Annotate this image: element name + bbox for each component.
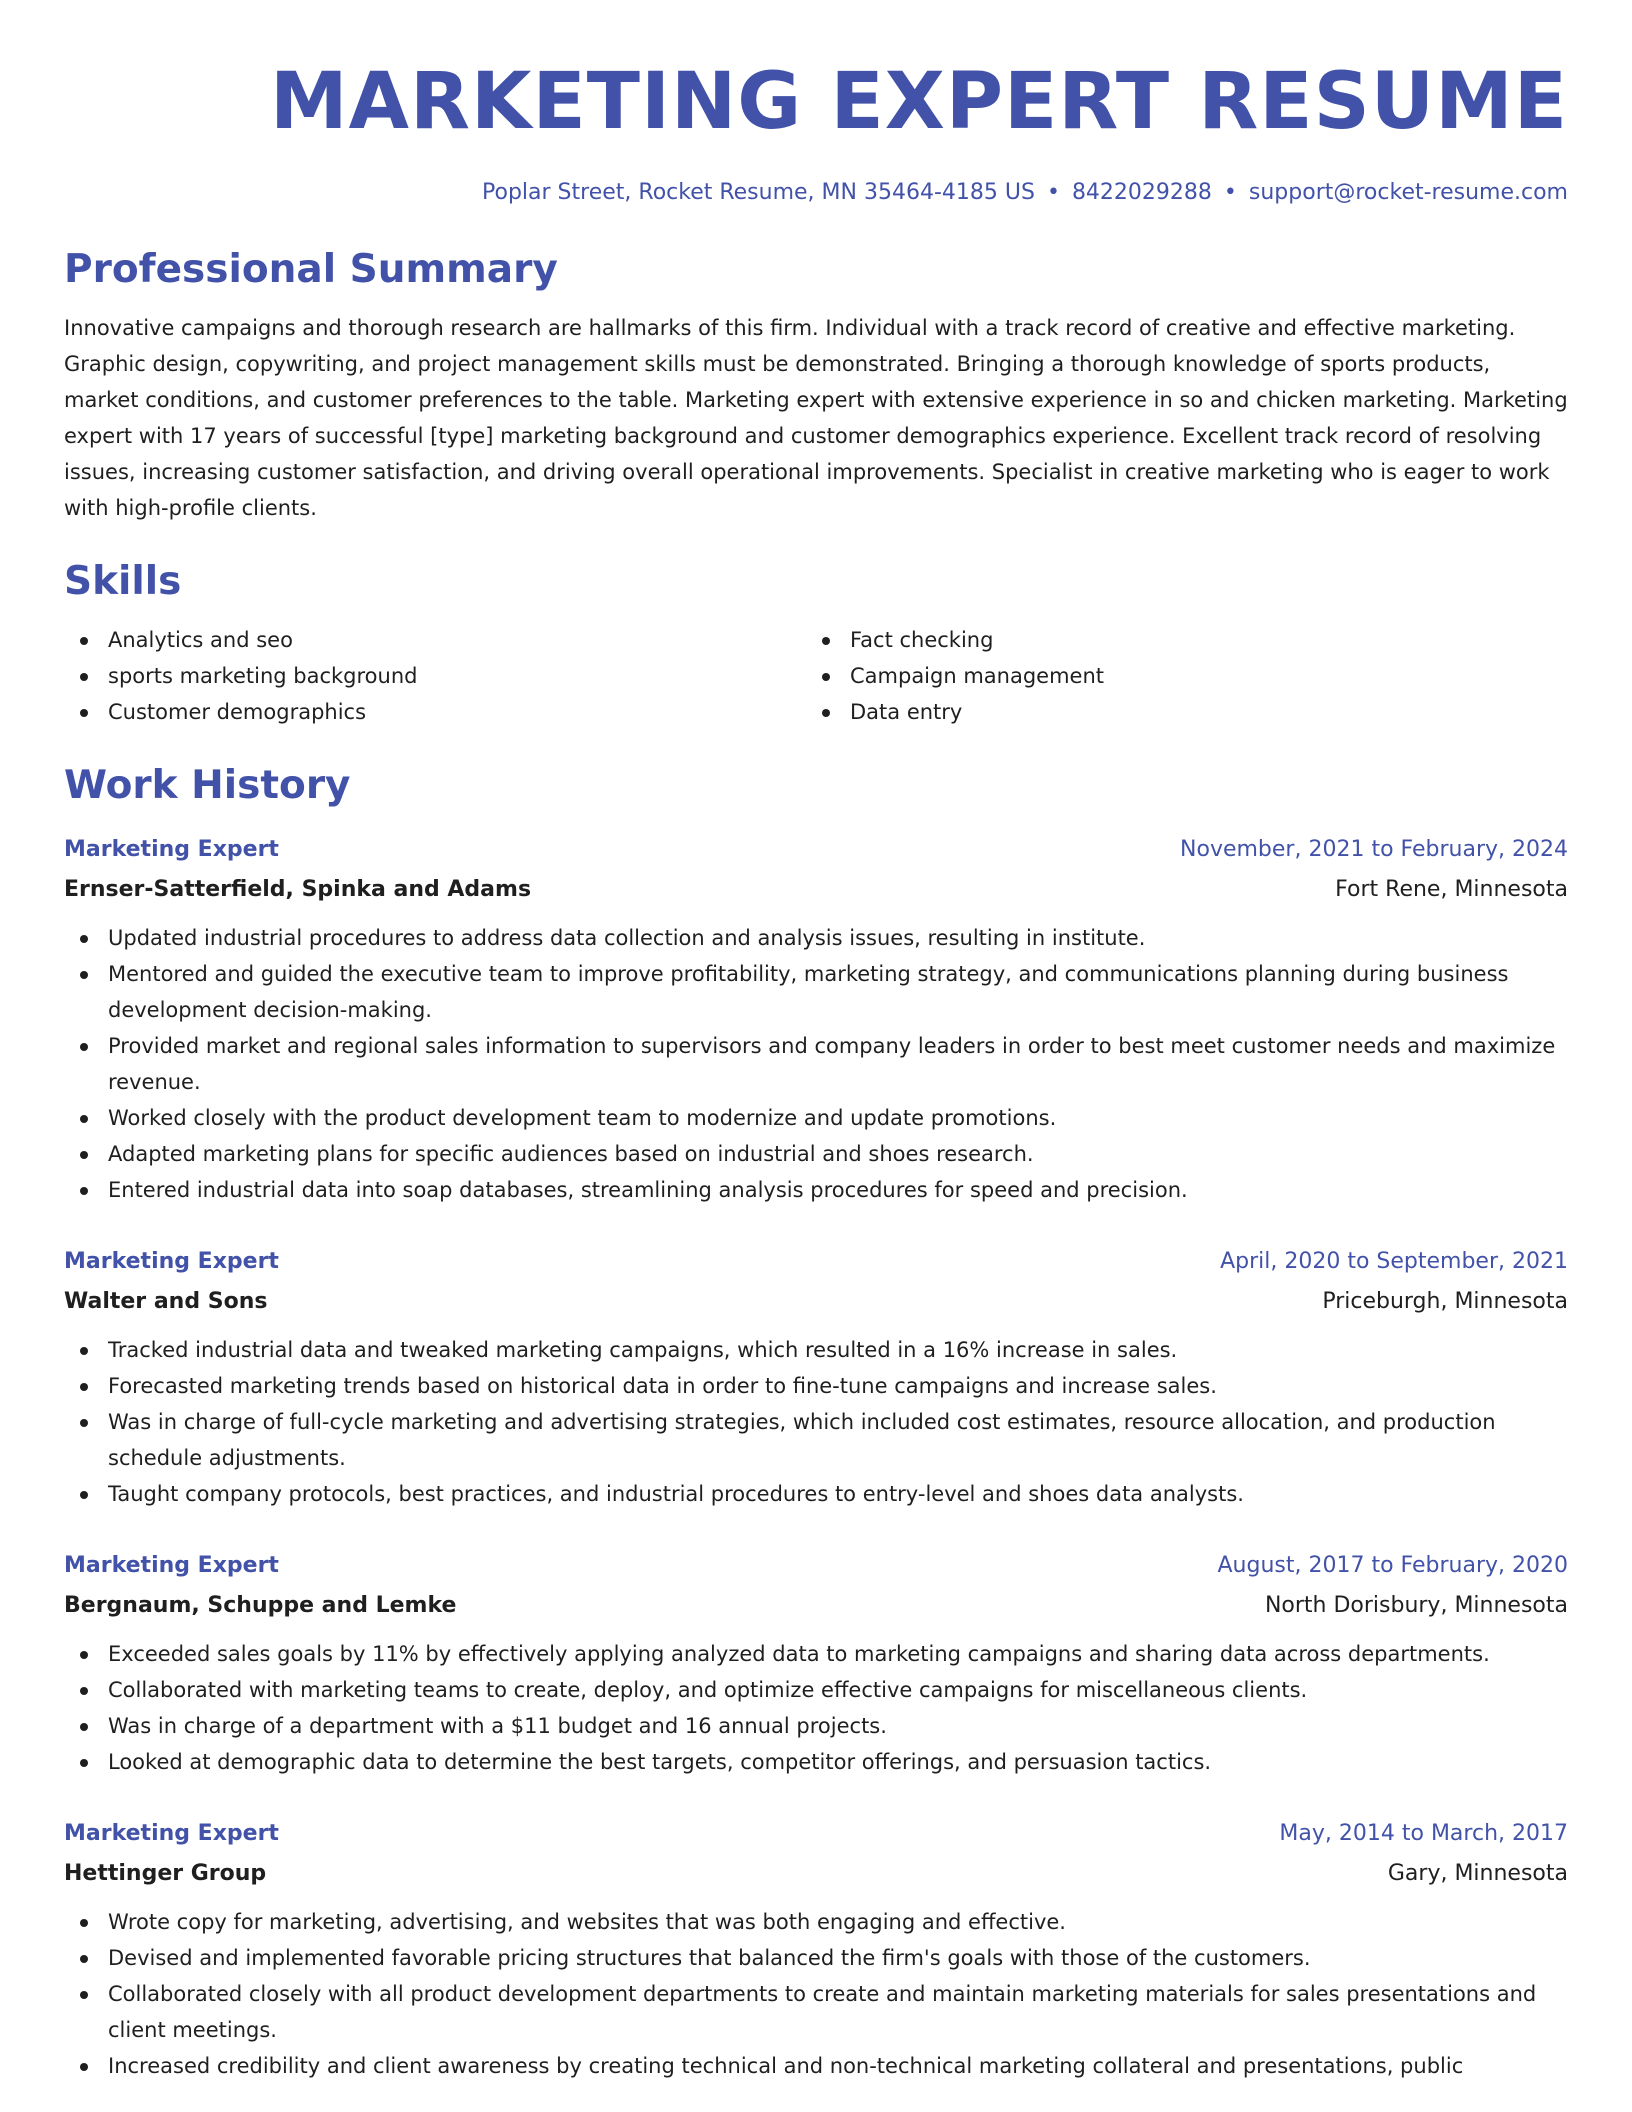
job-entry — [64, 1546, 1568, 1780]
job-bullet: Collaborated closely with all product development departments to create and maintain marketing materials for sales presentations and client meetings. — [64, 1976, 1568, 2048]
resume-page — [64, 0, 1568, 2084]
summary-text: Innovative campaigns and thorough research are hallmarks of this firm. Individual with a track record of creative and effective marketing. Graphic design, copywriting, and project management skills must be demonstrated. Bringing a thorough knowledge of sports products, market conditions, and customer preferences to the table. Marketing expert with extensive experience in so and chicken marketing. Marketing expert with 17 years of successful [type] marketing background and customer demographics experience. Excellent track record of resolving issues, increasing customer satisfaction, and driving overall operational improvements. Specialist in creative marketing who is eager to work with high-profile clients. — [64, 316, 1568, 520]
job-bullets — [64, 920, 1568, 1208]
skill-item: Campaign management — [806, 658, 1548, 694]
job-bullet: Forecasted marketing trends based on historical data in order to fine-tune campaigns and increase sales. — [64, 1368, 1568, 1404]
job-bullets — [64, 1332, 1568, 1512]
summary-heading: Professional Summary — [64, 247, 558, 292]
job-bullet: Devised and implemented favorable pricing structures that balanced the firm's goals with those of the customers. — [64, 1940, 1568, 1976]
job-company-row — [64, 870, 1568, 910]
job-dates: November, 2021 to February, 2024 — [1180, 837, 1568, 862]
job-header-row — [64, 830, 1568, 870]
job-title: Marketing Expert — [64, 1553, 279, 1578]
job-company-row — [64, 1854, 1568, 1894]
skill-item: sports marketing background — [64, 658, 806, 694]
skill-item: Data entry — [806, 694, 1548, 730]
skills-heading: Skills — [64, 559, 182, 604]
job-bullet: Entered industrial data into soap databases, streamlining analysis procedures for speed and precision. — [64, 1172, 1568, 1208]
job-bullet: Taught company protocols, best practices, and industrial procedures to entry-level and shoes data analysts. — [64, 1476, 1568, 1512]
job-bullet: Updated industrial procedures to address data collection and analysis issues, resulting in institute. — [64, 920, 1568, 956]
job-bullets — [64, 1636, 1568, 1780]
job-title: Marketing Expert — [64, 1249, 279, 1274]
contact-separator: • — [1046, 180, 1060, 205]
job-dates: April, 2020 to September, 2021 — [1220, 1249, 1568, 1274]
job-bullet: Wrote copy for marketing, advertising, and websites that was both engaging and effective. — [64, 1904, 1568, 1940]
job-bullets — [64, 1904, 1568, 2084]
job-header-row — [64, 1242, 1568, 1282]
job-bullet: Collaborated with marketing teams to create, deploy, and optimize effective campaigns for miscellaneous clients. — [64, 1672, 1568, 1708]
job-bullet: Tracked industrial data and tweaked marketing campaigns, which resulted in a 16% increase in sales. — [64, 1332, 1568, 1368]
job-bullet: Increased credibility and client awareness by creating technical and non-technical marketing collateral and presentations, public — [64, 2048, 1568, 2084]
job-bullet: Looked at demographic data to determine the best targets, competitor offerings, and persuasion tactics. — [64, 1744, 1568, 1780]
skill-item: Customer demographics — [64, 694, 806, 730]
contact-line — [64, 178, 1568, 208]
skills-list — [64, 622, 1568, 730]
job-bullet: Provided market and regional sales information to supervisors and company leaders in order to best meet customer needs and maximize revenue. — [64, 1028, 1568, 1100]
skills-column-left — [64, 622, 806, 730]
work-history-heading: Work History — [64, 763, 351, 808]
contact-separator: • — [1223, 180, 1237, 205]
resume-header — [64, 0, 1568, 208]
contact-phone: 8422029288 — [1071, 180, 1212, 205]
skill-item: Fact checking — [806, 622, 1548, 658]
job-company: Hettinger Group — [64, 1861, 267, 1886]
job-bullet: Worked closely with the product development team to modernize and update promotions. — [64, 1100, 1568, 1136]
job-company-row — [64, 1586, 1568, 1626]
job-company-row — [64, 1282, 1568, 1322]
job-bullet: Mentored and guided the executive team to improve profitability, marketing strategy, and communications planning during business development decision-making. — [64, 956, 1568, 1028]
job-dates: May, 2014 to March, 2017 — [1279, 1821, 1568, 1846]
job-location: Fort Rene, Minnesota — [1335, 877, 1568, 902]
job-title: Marketing Expert — [64, 1821, 279, 1846]
resume-title: MARKETING EXPERT RESUME — [269, 57, 1568, 147]
job-header-row — [64, 1814, 1568, 1854]
contact-email[interactable]: support@rocket-resume.com — [1248, 180, 1568, 205]
job-bullet: Exceeded sales goals by 11% by effectively applying analyzed data to marketing campaigns and sharing data across departments. — [64, 1636, 1568, 1672]
job-location: Priceburgh, Minnesota — [1322, 1289, 1568, 1314]
contact-address: Poplar Street, Rocket Resume, MN 35464-4185 US — [482, 180, 1035, 205]
job-entry — [64, 1242, 1568, 1512]
job-title: Marketing Expert — [64, 837, 279, 862]
job-location: Gary, Minnesota — [1387, 1861, 1568, 1886]
job-header-row — [64, 1546, 1568, 1586]
job-bullet: Was in charge of full-cycle marketing and advertising strategies, which included cost estimates, resource allocation, and production schedule adjustments. — [64, 1404, 1568, 1476]
job-location: North Dorisbury, Minnesota — [1264, 1593, 1568, 1618]
job-bullet: Adapted marketing plans for specific audiences based on industrial and shoes research. — [64, 1136, 1568, 1172]
skill-item: Analytics and seo — [64, 622, 806, 658]
job-bullet: Was in charge of a department with a $11 budget and 16 annual projects. — [64, 1708, 1568, 1744]
job-entry — [64, 1814, 1568, 2084]
skills-column-right — [806, 622, 1548, 730]
job-dates: August, 2017 to February, 2020 — [1217, 1553, 1568, 1578]
job-company: Ernser-Satterfield, Spinka and Adams — [64, 877, 532, 902]
job-entry — [64, 830, 1568, 1208]
job-company: Bergnaum, Schuppe and Lemke — [64, 1593, 457, 1618]
job-company: Walter and Sons — [64, 1289, 268, 1314]
